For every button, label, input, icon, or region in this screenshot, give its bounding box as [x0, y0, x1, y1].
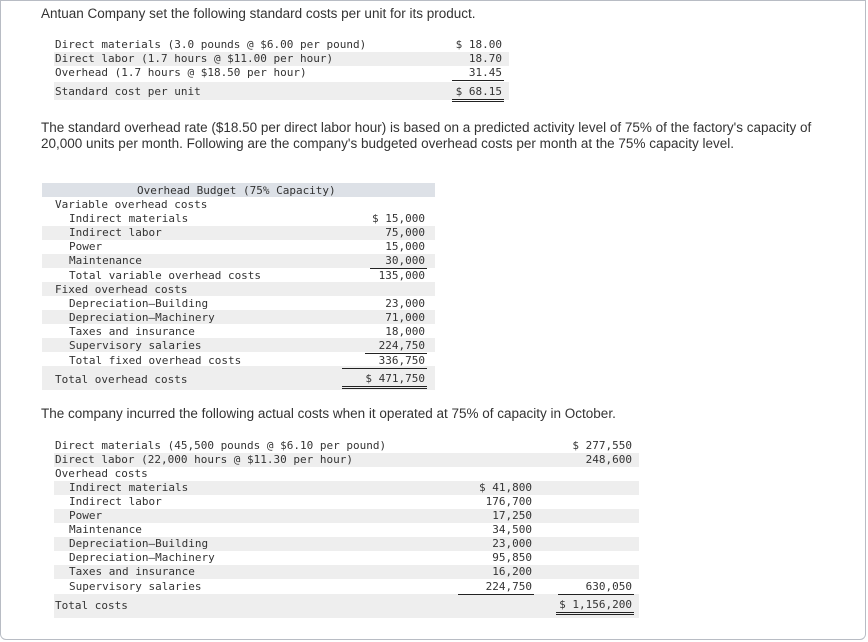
actual-row-label: Indirect materials: [69, 481, 189, 494]
actual-row-amount: 34,500: [492, 523, 532, 536]
budget-row-label: Taxes and insurance: [69, 325, 195, 338]
row-shade: [54, 509, 639, 523]
actual-row-label: Power: [69, 509, 103, 522]
budget-row-label: Indirect materials: [69, 212, 189, 225]
actual-row-amount: 224,750: [485, 580, 532, 593]
budget-row-amount: 30,000: [385, 254, 425, 267]
grand-total-label: Total overhead costs: [55, 373, 188, 386]
fixed-total-label: Total fixed overhead costs: [69, 354, 242, 367]
std-total-amount: $ 68.15: [455, 85, 502, 98]
budget-row-amount: $ 15,000: [372, 212, 425, 225]
budget-row-amount: 23,000: [385, 297, 425, 310]
budget-row-label: Power: [69, 240, 103, 253]
grand-total-amount: $ 471,750: [365, 372, 425, 385]
actual-row-amount: $ 41,800: [479, 481, 532, 494]
double-underline: [452, 99, 504, 102]
actual-row-label: Maintenance: [69, 523, 142, 536]
std-row-amount: 31.45: [468, 66, 502, 79]
overhead-header: Overhead costs: [55, 467, 148, 480]
double-underline: [556, 612, 634, 615]
total-costs-amount: $ 1,156,200: [559, 598, 632, 611]
actual-row-label: Depreciation—Machinery: [69, 551, 215, 564]
actual-dm-label: Direct materials (45,500 pounds @ $6.10 per pound): [55, 439, 387, 452]
double-underline: [342, 386, 427, 389]
fixed-header: Fixed overhead costs: [55, 283, 188, 296]
underline: [452, 80, 504, 81]
actual-dm-amount: $ 277,550: [572, 439, 632, 452]
fixed-total-amount: 336,750: [378, 354, 425, 367]
overhead-total-amount: 630,050: [585, 580, 632, 593]
total-costs-label: Total costs: [55, 599, 128, 612]
variable-total-label: Total variable overhead costs: [69, 269, 262, 282]
underline: [342, 368, 427, 369]
underline: [458, 594, 534, 595]
actual-intro-text: The company incurred the following actual costs when it operated at 75% of capacity in October.: [41, 406, 616, 421]
budget-row-label: Depreciation—Building: [69, 297, 209, 310]
actual-row-amount: 16,200: [492, 565, 532, 578]
std-row-label: Overhead (1.7 hours @ $18.50 per hour): [55, 66, 307, 79]
budget-title: Overhead Budget (75% Capacity): [137, 184, 336, 197]
budget-row-amount: 224,750: [378, 339, 425, 352]
actual-dl-label: Direct labor (22,000 hours @ $11.30 per hour): [55, 453, 354, 466]
actual-row-amount: 23,000: [492, 537, 532, 550]
actual-row-amount: 17,250: [492, 509, 532, 522]
actual-row-amount: 176,700: [485, 495, 532, 508]
budget-row-amount: 15,000: [385, 240, 425, 253]
actual-row-label: Taxes and insurance: [69, 565, 195, 578]
budget-row-label: Depreciation—Machinery: [69, 311, 215, 324]
actual-row-label: Supervisory salaries: [69, 580, 202, 593]
budget-row-label: Indirect labor: [69, 226, 162, 239]
variable-header: Variable overhead costs: [55, 198, 208, 211]
std-row-label: Direct materials (3.0 pounds @ $6.00 per pound): [55, 38, 367, 51]
std-total-label: Standard cost per unit: [55, 85, 201, 98]
actual-dl-amount: 248,600: [585, 453, 632, 466]
capacity-paragraph: The standard overhead rate ($18.50 per direct labor hour) is based on a predicted activity level of 75% of the factory's capacity of 20,000 units per month. Following are the company's budgeted overhead costs per month at the 75% capacity level.: [41, 120, 812, 151]
budget-row-label: Supervisory salaries: [69, 339, 202, 352]
budget-row-amount: 75,000: [385, 226, 425, 239]
budget-row-amount: 71,000: [385, 311, 425, 324]
actual-row-amount: 95,850: [492, 551, 532, 564]
actual-row-label: Indirect labor: [69, 495, 162, 508]
underline: [558, 594, 634, 595]
actual-row-label: Depreciation—Building: [69, 537, 209, 550]
intro-text: Antuan Company set the following standard costs per unit for its product.: [41, 6, 476, 21]
std-row-amount: 18.70: [468, 52, 502, 65]
std-row-amount: $ 18.00: [455, 38, 502, 51]
budget-row-amount: 18,000: [385, 325, 425, 338]
variable-total-amount: 135,000: [378, 269, 425, 282]
budget-row-label: Maintenance: [69, 254, 142, 267]
std-row-label: Direct labor (1.7 hours @ $11.00 per hour): [55, 52, 334, 65]
